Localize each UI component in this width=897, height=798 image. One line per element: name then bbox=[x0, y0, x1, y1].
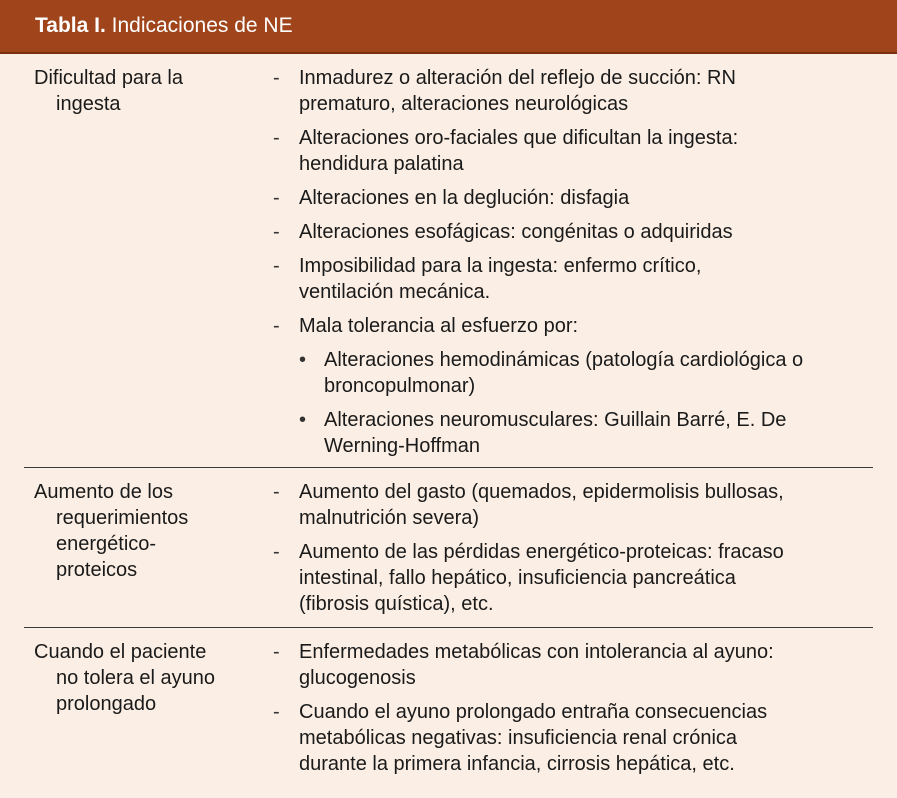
item-line: malnutrición severa) bbox=[299, 507, 480, 529]
bullet-marker: • bbox=[299, 349, 307, 371]
list-item bbox=[273, 185, 873, 211]
item-line: Mala tolerancia al esfuerzo por: bbox=[299, 315, 579, 337]
table-row bbox=[24, 54, 873, 468]
item-line: ventilación mecánica. bbox=[299, 281, 491, 303]
item-line: (fibrosis quística), etc. bbox=[299, 593, 494, 615]
list-item bbox=[273, 313, 873, 339]
criterion-line: requerimientos bbox=[56, 507, 189, 529]
row-criterion bbox=[34, 65, 244, 117]
criterion-line: Aumento de los bbox=[34, 481, 173, 503]
item-line: Aumento del gasto (quemados, epidermolisis bullosas, bbox=[299, 481, 784, 503]
item-line: Enfermedades metabólicas con intolerancia al ayuno: bbox=[299, 641, 774, 663]
criterion-line: Cuando el paciente bbox=[34, 641, 207, 663]
dash-marker: - bbox=[273, 481, 280, 503]
list-item bbox=[273, 65, 873, 117]
table-row bbox=[24, 468, 873, 628]
item-line: Alteraciones en la deglución: disfagia bbox=[299, 187, 630, 209]
item-line: metabólicas negativas: insuficiencia renal crónica bbox=[299, 727, 738, 749]
item-line: Alteraciones oro-faciales que dificultan la ingesta: bbox=[299, 127, 739, 149]
table-title: Indicaciones de NE bbox=[105, 14, 293, 37]
item-line: intestinal, fallo hepático, insuficiencia pancreática bbox=[299, 567, 736, 589]
row-criterion bbox=[34, 479, 244, 583]
sub-item bbox=[273, 407, 873, 459]
criterion-line: Dificultad para la bbox=[34, 67, 183, 89]
item-line: Inmadurez o alteración del reflejo de succión: RN bbox=[299, 67, 736, 89]
dash-marker: - bbox=[273, 701, 280, 723]
item-line: hendidura palatina bbox=[299, 153, 464, 175]
row-items bbox=[273, 479, 873, 617]
item-line: Alteraciones hemodinámicas (patología cardiológica o bbox=[324, 349, 804, 371]
dash-marker: - bbox=[273, 541, 280, 563]
dash-marker: - bbox=[273, 67, 280, 89]
dash-marker: - bbox=[273, 641, 280, 663]
table-header bbox=[0, 0, 897, 54]
item-line: Aumento de las pérdidas energético-proteicas: fracaso bbox=[299, 541, 784, 563]
dash-marker: - bbox=[273, 127, 280, 149]
item-line: Alteraciones neuromusculares: Guillain Barré, E. De bbox=[324, 409, 787, 431]
item-line: Werning-Hoffman bbox=[324, 435, 480, 457]
criterion-line: ingesta bbox=[56, 93, 121, 115]
dash-marker: - bbox=[273, 221, 280, 243]
item-line: Cuando el ayuno prolongado entraña consecuencias bbox=[299, 701, 768, 723]
item-line: Alteraciones esofágicas: congénitas o adquiridas bbox=[299, 221, 733, 243]
item-line: broncopulmonar) bbox=[324, 375, 476, 397]
row-items bbox=[273, 639, 873, 777]
item-line: durante la primera infancia, cirrosis hepática, etc. bbox=[299, 753, 735, 775]
list-item bbox=[273, 125, 873, 177]
bullet-marker: • bbox=[299, 409, 307, 431]
list-item bbox=[273, 699, 873, 777]
list-item bbox=[273, 219, 873, 245]
list-item bbox=[273, 539, 873, 617]
row-criterion bbox=[34, 639, 244, 717]
dash-marker: - bbox=[273, 315, 280, 337]
dash-marker: - bbox=[273, 255, 280, 277]
table-row bbox=[24, 628, 873, 793]
criterion-line: proteicos bbox=[56, 559, 138, 581]
table-number: Tabla I. bbox=[35, 14, 106, 37]
dash-marker: - bbox=[273, 187, 280, 209]
row-items bbox=[273, 65, 873, 459]
sub-item bbox=[273, 347, 873, 399]
list-item bbox=[273, 479, 873, 531]
item-line: glucogenosis bbox=[299, 667, 416, 689]
list-item bbox=[273, 253, 873, 305]
item-line: prematuro, alteraciones neurológicas bbox=[299, 93, 629, 115]
criterion-line: energético- bbox=[56, 533, 157, 555]
criterion-line: prolongado bbox=[56, 693, 157, 715]
item-line: Imposibilidad para la ingesta: enfermo crítico, bbox=[299, 255, 702, 277]
list-item bbox=[273, 639, 873, 691]
criterion-line: no tolera el ayuno bbox=[56, 667, 216, 689]
